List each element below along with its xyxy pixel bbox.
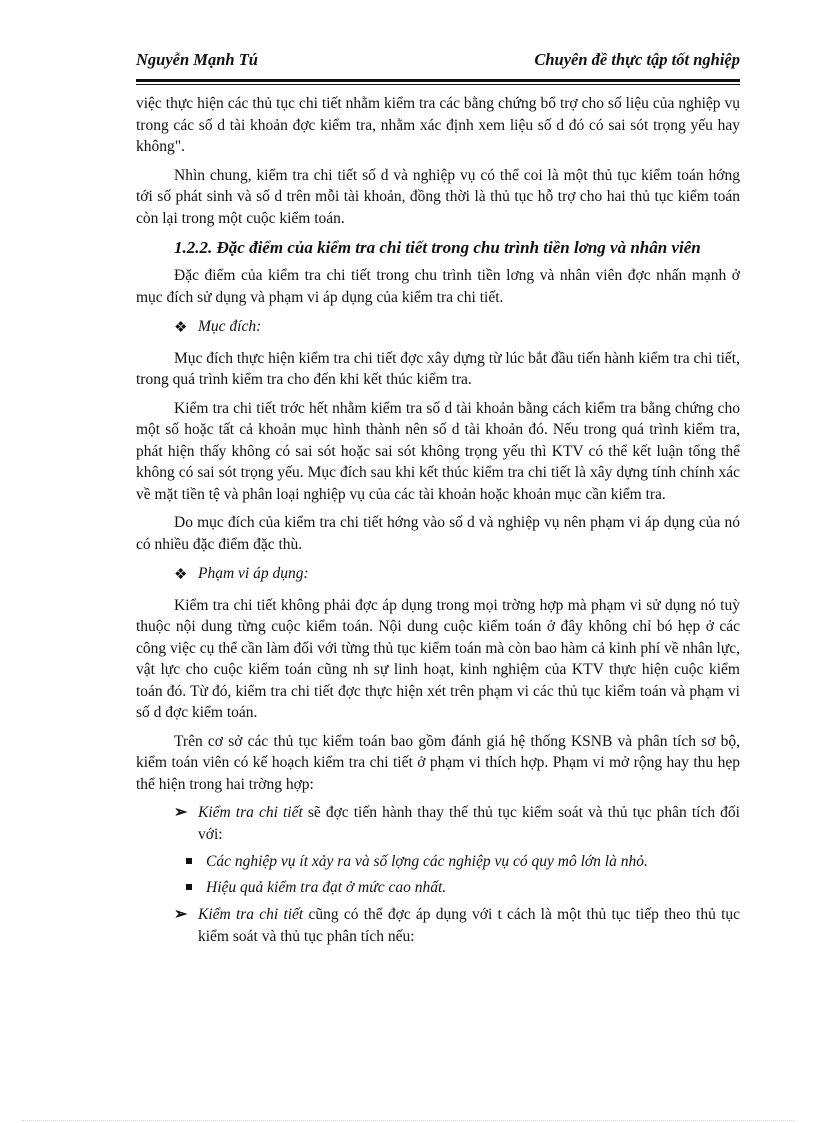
paragraph-1: việc thực hiện các thủ tục chi tiết nhằm kiểm tra các bằng chứng bổ trợ cho số liệu của nghiệp vụ trong các số d tài khoản đợc kiểm tra, nhằm xác định xem liệu số d đó có sai sót trọng yếu hay không". [136, 95, 740, 155]
paragraph-5: Kiểm tra chi tiết trớc hết nhằm kiểm tra số d tài khoản bằng cách kiểm tra bằng chứng cho một số hoặc tất cả khoản mục hình thành nên số d tài khoản đó. Nếu trong quá trình kiểm tra, phát hiện thấy không có sai sót hoặc sai sót không trọng yếu thì KTV có thể kết luận tổng thể không có sai sót trọng yếu. Mục đích sau khi kết thúc kiểm tra chi tiết là xây dựng tính chính xác về mặt tiền tệ và phân loại nghiệp vụ của các tài khoản hoặc khoản mục cần kiểm tra. [136, 399, 740, 503]
header-rule-thin [136, 84, 740, 85]
body-content [136, 93, 740, 953]
square-item-text: Các nghiệp vụ ít xảy ra và số lợng các nghiệp vụ có quy mô lớn là nhỏ. [206, 853, 648, 870]
bullet-label: Phạm vi áp dụng: [198, 565, 309, 582]
square-item-2 [136, 877, 740, 899]
paragraph-8: Trên cơ sở các thủ tục kiểm toán bao gồm đánh giá hệ thống KSNB và phân tích sơ bộ, kiểm toán viên có kế hoạch kiểm tra chi tiết ở phạm vi thích hợp. Phạm vi mở rộng hay thu hẹp thể hiện trong hai trờng hợp: [136, 732, 740, 793]
arrow-bullet-icon: ➢ [174, 906, 188, 923]
square-item-1 [136, 851, 740, 873]
bullet-label: Mục đích: [198, 318, 262, 335]
section-heading: 1.2.2. Đặc điểm của kiểm tra chi tiết trong chu trình tiền lơng và nhân viên [174, 238, 701, 257]
arrow-bullet-icon: ➢ [174, 804, 188, 821]
arrow-item-2 [136, 904, 740, 947]
diamond-bullet-icon: ❖ [174, 320, 188, 336]
arrow-item-emphasis: Kiểm tra chi tiết [198, 804, 303, 821]
page-header [136, 50, 740, 76]
header-title: Chuyên đề thực tập tốt nghiệp [534, 50, 740, 69]
arrow-item-1 [136, 802, 740, 845]
square-item-text: Hiệu quả kiểm tra đạt ở mức cao nhất. [206, 878, 447, 896]
paragraph-6: Do mục đích của kiểm tra chi tiết hớng vào số d và nghiệp vụ nên phạm vi áp dụng của nó có nhiều đặc điểm đặc thù. [136, 514, 740, 553]
square-bullet-icon [186, 884, 192, 890]
paragraph-7: Kiểm tra chi tiết không phải đợc áp dụng trong mọi trờng hợp mà phạm vi sử dụng nó tuỳ thuộc nội dung từng cuộc kiểm toán. Nội dung cuộc kiểm toán ở đây không chỉ bó hẹp ở các công việc cụ thể cần làm đối với từng thủ tục kiểm toán mà còn bao hàm cả kinh phí về nhân lực, vật lực cho cuộc kiểm toán cũng nh sự linh hoạt, kinh nghiệm của KTV thực hiện cuộc kiểm toán đó. Từ đó, kiểm tra chi tiết đợc thực hiện xét trên phạm vi các thủ tục kiểm toán và phạm vi số d đợc kiểm toán. [136, 596, 740, 721]
paragraph-2: Nhìn chung, kiểm tra chi tiết số d và nghiệp vụ có thể coi là một thủ tục kiểm toán hớng tới số phát sinh và số d trên mỗi tài khoản, đồng thời là thủ tục hỗ trợ cho hai thủ tục kiểm toán còn lại trong một cuộc kiểm toán. [136, 166, 740, 227]
header-author: Nguyễn Mạnh Tú [136, 50, 258, 69]
arrow-item-text: sẽ đợc tiến hành thay thế thủ tục kiểm soát và thủ tục phân tích đối với: [198, 804, 740, 843]
square-bullet-icon [186, 858, 192, 864]
arrow-item-emphasis: Kiểm tra chi tiết [198, 906, 304, 923]
page-bottom-dotted-line [22, 1120, 794, 1121]
paragraph-4: Mục đích thực hiện kiểm tra chi tiết đợc xây dựng từ lúc bắt đầu tiến hành kiểm tra chi tiết, trong quá trình kiểm tra cho đến khi kết thúc kiểm tra. [136, 349, 740, 388]
bullet-pham-vi [136, 563, 740, 585]
bullet-muc-dich [136, 316, 740, 338]
arrow-item-text: cũng có thể đợc áp dụng với t cách là một thủ tục tiếp theo thủ tục kiểm soát và thủ tục phân tích nếu: [198, 906, 741, 945]
header-rule-thick [136, 79, 740, 82]
paragraph-3: Đặc điểm của kiểm tra chi tiết trong chu trình tiền lơng và nhân viên đợc nhấn mạnh ở mục đích sử dụng và phạm vi áp dụng của kiểm tra chi tiết. [136, 267, 740, 306]
diamond-bullet-icon: ❖ [174, 567, 188, 583]
